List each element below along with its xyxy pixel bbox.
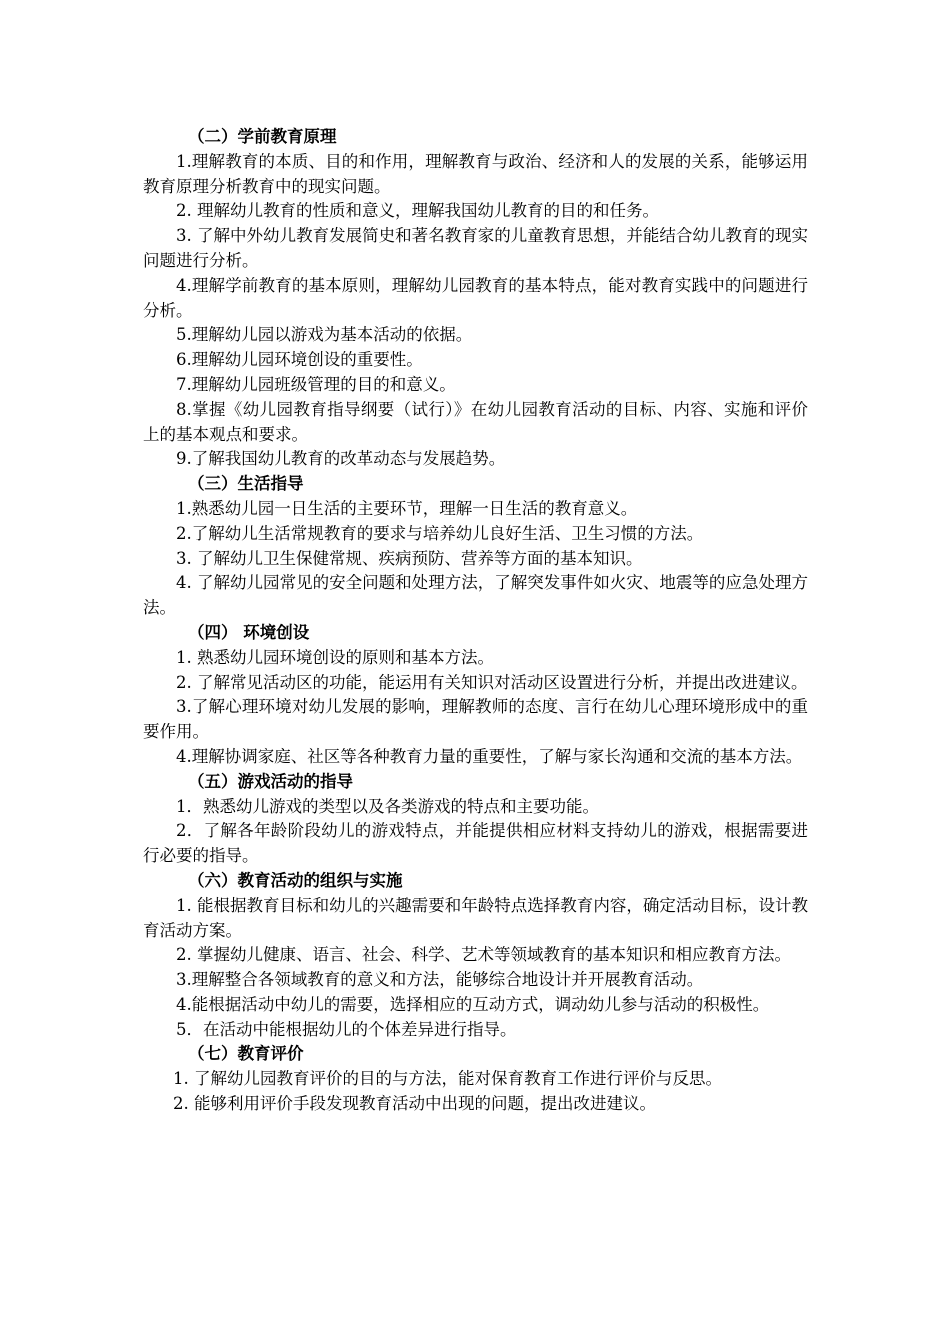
list-item: 4.能根据活动中幼儿的需要，选择相应的互动方式，调动幼儿参与活动的积极性。 [176, 994, 770, 1014]
section-evaluation [143, 1042, 808, 1116]
list-item: 1．熟悉幼儿游戏的类型以及各类游戏的特点和主要功能。 [176, 796, 599, 816]
section-preschool-principles [143, 125, 808, 472]
section-heading: （六）教育活动的组织与实施 [188, 870, 403, 890]
section-heading: （五）游戏活动的指导 [188, 771, 353, 791]
list-item: 5．在活动中能根据幼儿的个体差异进行指导。 [176, 1019, 517, 1039]
section-heading: （三）生活指导 [188, 474, 304, 494]
list-item: 3. 了解中外幼儿教育发展简史和著名教育家的儿童教育思想，并能结合幼儿教育的现实问题进行分析。 [143, 226, 808, 270]
section-heading: （七）教育评价 [188, 1044, 304, 1064]
list-item: 2．了解各年龄阶段幼儿的游戏特点，并能提供相应材料支持幼儿的游戏，根据需要进行必要的指导。 [143, 821, 808, 866]
list-item: 2.了解幼儿生活常规教育的要求与培养幼儿良好生活、卫生习惯的方法。 [176, 523, 704, 543]
section-play-guidance [143, 770, 808, 869]
list-item: 3.了解心理环境对幼儿发展的影响，理解教师的态度、言行在幼儿心理环境形成中的重要作用。 [143, 697, 808, 742]
document-page [143, 125, 808, 1117]
list-item: 4.理解协调家庭、社区等各种教育力量的重要性，了解与家长沟通和交流的基本方法。 [176, 746, 803, 766]
list-item: 2. 了解常见活动区的功能，能运用有关知识对活动区设置进行分析，并提出改进建议。 [176, 672, 808, 692]
list-item: 1.理解教育的本质、目的和作用，理解教育与政治、经济和人的发展的关系，能够运用教育原理分析教育中的现实问题。 [143, 151, 808, 196]
list-item: 1.熟悉幼儿园一日生活的主要环节，理解一日生活的教育意义。 [176, 498, 638, 518]
list-item: 4.理解学前教育的基本原则，理解幼儿园教育的基本特点，能对教育实践中的问题进行分析。 [143, 275, 808, 320]
list-item: 2. 理解幼儿教育的性质和意义，理解我国幼儿教育的目的和任务。 [176, 201, 659, 221]
list-item: 8.掌握《幼儿园教育指导纲要（试行）》在幼儿园教育活动的目标、内容、实施和评价上的基本观点和要求。 [143, 399, 808, 444]
list-item: 2. 能够利用评价手段发现教育活动中出现的问题，提出改进建议。 [173, 1094, 656, 1114]
list-item: 4. 了解幼儿园常见的安全问题和处理方法，了解突发事件如火灾、地震等的应急处理方法。 [143, 573, 808, 618]
list-item: 7.理解幼儿园班级管理的目的和意义。 [176, 374, 456, 394]
section-heading: （四） 环境创设 [188, 622, 310, 642]
section-heading: （二）学前教育原理 [188, 127, 337, 146]
list-item: 9.了解我国幼儿教育的改革动态与发展趋势。 [176, 449, 506, 469]
list-item: 3. 了解幼儿卫生保健常规、疾病预防、营养等方面的基本知识。 [176, 548, 643, 568]
section-environment [143, 621, 808, 770]
list-item: 1. 熟悉幼儿园环境创设的原则和基本方法。 [176, 647, 494, 667]
list-item: 5.理解幼儿园以游戏为基本活动的依据。 [176, 325, 473, 345]
list-item: 1. 能根据教育目标和幼儿的兴趣需要和年龄特点选择教育内容，确定活动目标，设计教育活动方案。 [143, 895, 808, 940]
list-item: 6.理解幼儿园环境创设的重要性。 [176, 350, 423, 370]
list-item: 2. 掌握幼儿健康、语言、社会、科学、艺术等领域教育的基本知识和相应教育方法。 [176, 945, 791, 965]
section-activity-organization [143, 869, 808, 1043]
list-item: 3.理解整合各领域教育的意义和方法，能够综合地设计并开展教育活动。 [176, 970, 704, 990]
section-life-guidance [143, 472, 808, 621]
list-item: 1. 了解幼儿园教育评价的目的与方法，能对保育教育工作进行评价与反思。 [173, 1069, 722, 1089]
